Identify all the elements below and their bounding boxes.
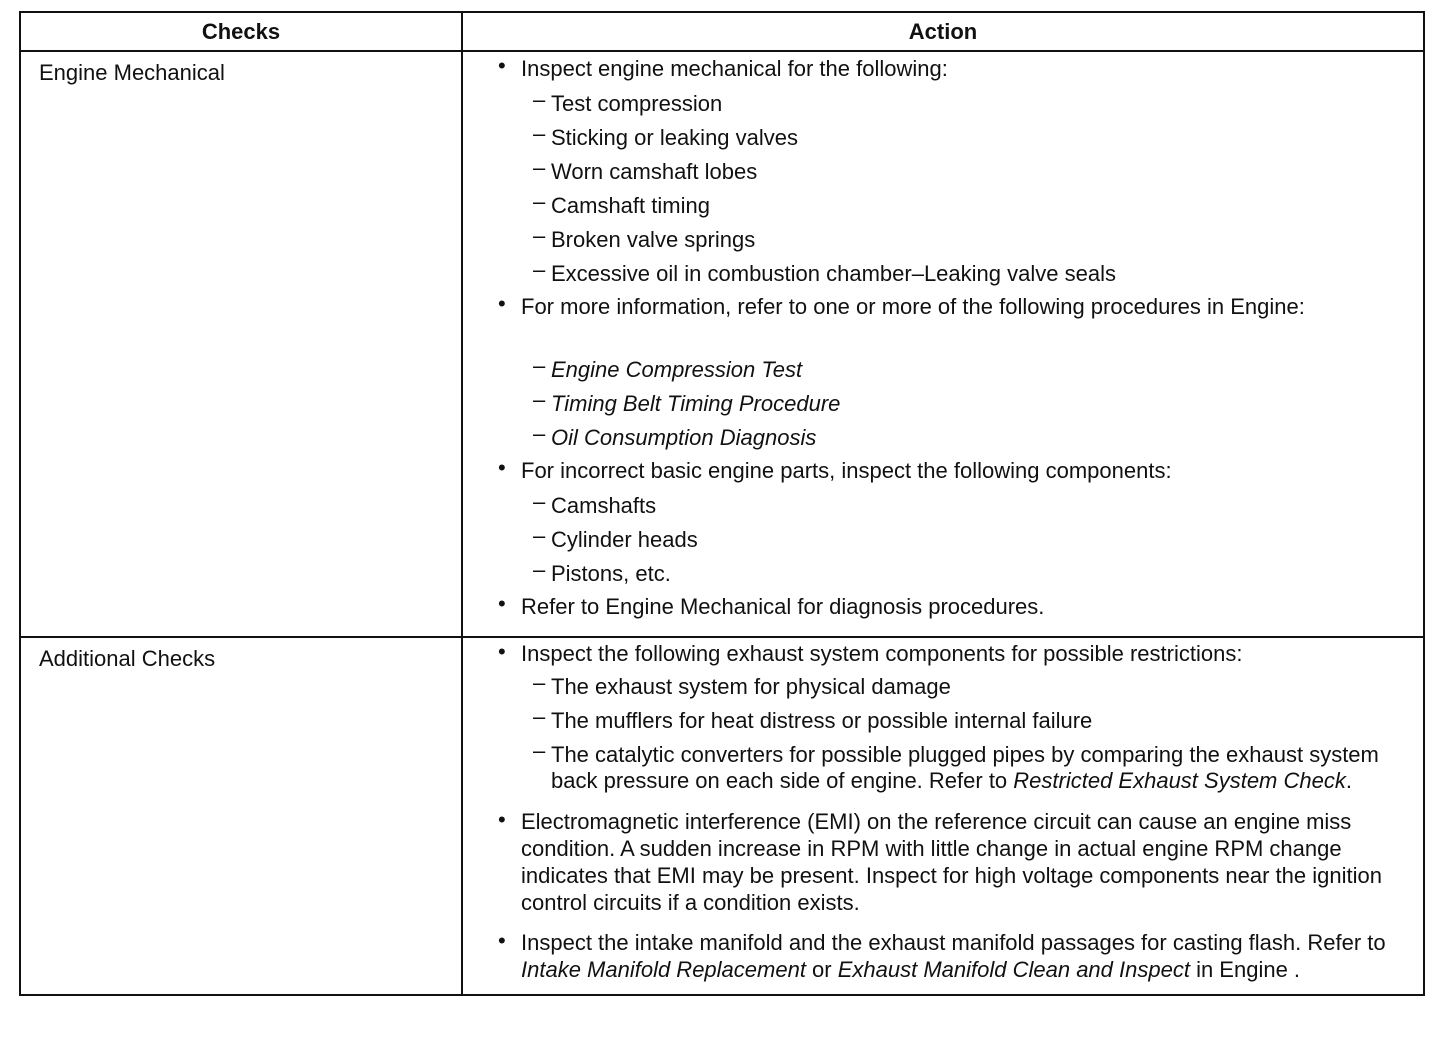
sub-list — [521, 488, 1423, 590]
procedure-link[interactable]: Restricted Exhaust System Check — [1013, 768, 1346, 793]
action-list — [463, 52, 1423, 624]
sub-item — [521, 420, 1423, 454]
bullet-text: • For incorrect basic engine parts, inspect the following components: — [521, 458, 1172, 483]
sub-item: – Cylinder heads — [521, 522, 1423, 556]
check-label: Engine Mechanical — [39, 60, 225, 85]
bullet-text-part: Inspect the intake manifold and the exhaust manifold passages for casting flash. Refer to — [521, 930, 1386, 955]
action-list — [463, 638, 1423, 986]
bullet-text: • Inspect the following exhaust system components for possible restrictions: — [521, 641, 1243, 666]
procedure-link[interactable]: Engine Compression Test — [551, 357, 803, 382]
action-cell — [462, 51, 1424, 637]
check-label: Additional Checks — [39, 646, 216, 671]
bullet-item — [463, 806, 1423, 919]
bullet-item — [463, 927, 1423, 986]
action-cell — [462, 637, 1424, 995]
procedure-link[interactable]: Timing Belt Timing Procedure — [551, 391, 841, 416]
bullet-text: • Refer to Engine Mechanical for diagnosis procedures. — [521, 594, 1045, 619]
sub-list — [521, 86, 1423, 290]
header-row — [20, 12, 1424, 51]
sub-item: – Pistons, etc. — [521, 556, 1423, 590]
check-cell — [20, 51, 462, 637]
table-row-engine-mechanical — [20, 51, 1424, 637]
sub-item: – Test compression — [521, 86, 1423, 120]
sub-item: – The mufflers for heat distress or possible internal failure — [521, 704, 1423, 738]
sub-item: – Sticking or leaking valves — [521, 120, 1423, 154]
bullet-item — [463, 454, 1423, 590]
bullet-text: • Electromagnetic interference (EMI) on the reference circuit can cause an engine miss condition. A sudden increase in RPM with little change in actual engine RPM change indicates that EMI may be present. Inspect for high voltage components near the ignition control circuits if a condition exists. — [521, 809, 1382, 915]
sub-item — [521, 386, 1423, 420]
sub-item: – Camshaft timing — [521, 188, 1423, 222]
bullet-item — [463, 52, 1423, 290]
sub-item-text: The catalytic converters for possible plugged pipes by comparing the exhaust system back pressure on each side of engine. Refer to — [551, 742, 1379, 793]
bullet-text-part: or — [805, 957, 838, 982]
bullet-text — [521, 927, 1423, 986]
bullet-text: • For more information, refer to one or more of the following procedures in Engine: — [521, 294, 1305, 319]
bullet-item — [463, 638, 1423, 798]
table-row-additional-checks — [20, 637, 1424, 995]
header-action: Action — [462, 12, 1424, 51]
sub-list — [521, 352, 1423, 454]
check-cell — [20, 637, 462, 995]
bullet-item — [463, 590, 1423, 624]
sub-item — [521, 352, 1423, 386]
procedure-link[interactable]: Intake Manifold Replacement — [521, 957, 806, 982]
bullet-text: • Inspect engine mechanical for the following: — [521, 56, 948, 81]
sub-item: – Worn camshaft lobes — [521, 154, 1423, 188]
sub-list — [521, 670, 1423, 798]
procedure-link[interactable]: Exhaust Manifold Clean and Inspect — [837, 957, 1190, 982]
header-checks: Checks — [20, 12, 462, 51]
procedure-link[interactable]: Oil Consumption Diagnosis — [551, 425, 817, 450]
sub-item-text: . — [1345, 768, 1352, 793]
sub-item: – The exhaust system for physical damage — [521, 670, 1423, 704]
sub-item: – Excessive oil in combustion chamber–Leaking valve seals — [521, 256, 1423, 290]
bullet-text-part: in Engine . — [1189, 957, 1301, 982]
bullet-item — [463, 290, 1423, 454]
diagnostic-table — [19, 11, 1425, 996]
sub-item: – Broken valve springs — [521, 222, 1423, 256]
sub-item: – Camshafts — [521, 488, 1423, 522]
sub-item — [521, 738, 1423, 798]
